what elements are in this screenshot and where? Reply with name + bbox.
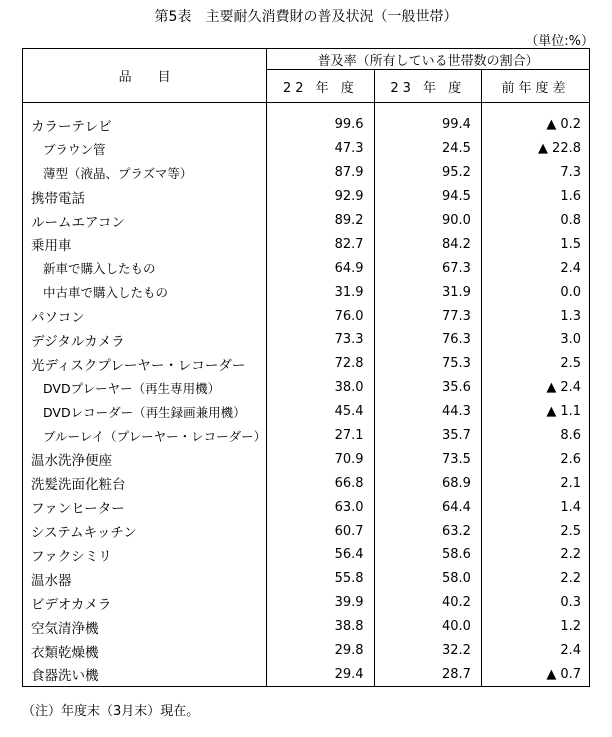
value-fy23: 64.4: [374, 495, 481, 519]
value-fy22: 60.7: [267, 519, 374, 543]
value-fy23: 67.3: [374, 256, 481, 280]
value-fy23: 77.3: [374, 304, 481, 328]
value-diff: [481, 376, 589, 400]
value-fy22: 70.9: [267, 447, 374, 471]
item-name: システムキッチン: [23, 519, 267, 543]
diff-value: 1.6: [560, 189, 581, 205]
diff-value: 0.2: [560, 117, 581, 133]
diff-value: 2.2: [560, 547, 581, 563]
value-fy23: 32.2: [374, 639, 481, 663]
diff-value: 2.5: [560, 523, 581, 539]
decrease-triangle-icon: ▲: [538, 141, 549, 157]
value-diff: [481, 543, 589, 567]
diff-value: 0.3: [560, 595, 581, 611]
item-name: 空気清浄機: [23, 615, 267, 639]
header-year-23: 23 年 度: [374, 70, 481, 103]
value-fy22: 38.8: [267, 615, 374, 639]
table-row: [23, 328, 590, 352]
footnote: （注）年度末（3月末）現在。: [22, 704, 200, 719]
spacer-cell: [23, 103, 267, 114]
diff-value: 0.7: [560, 666, 581, 682]
spacer-row: [23, 103, 590, 114]
decrease-triangle-icon: ▲: [546, 666, 557, 682]
value-diff: [481, 471, 589, 495]
diff-value: 2.4: [560, 260, 581, 276]
table-row: [23, 543, 590, 567]
diffusion-table: [22, 48, 590, 687]
header-rate: 普及率（所有している世帯数の割合）: [267, 49, 590, 70]
item-name: カラーテレビ: [23, 113, 267, 137]
value-fy23: 73.5: [374, 447, 481, 471]
value-fy22: 29.4: [267, 662, 374, 686]
diff-value: 3.0: [560, 332, 581, 348]
item-name: ブルーレイ（プレーヤー・レコーダー）: [23, 424, 267, 448]
diff-value: 1.5: [560, 236, 581, 252]
value-fy22: 64.9: [267, 256, 374, 280]
value-fy22: 45.4: [267, 400, 374, 424]
table-row: [23, 280, 590, 304]
value-diff: [481, 615, 589, 639]
diff-value: 2.6: [560, 451, 581, 467]
table-row: [23, 424, 590, 448]
item-name: 温水洗浄便座: [23, 447, 267, 471]
value-fy23: 99.4: [374, 113, 481, 137]
item-name: 新車で購入したもの: [23, 256, 267, 280]
table-row: [23, 161, 590, 185]
value-fy22: 99.6: [267, 113, 374, 137]
value-diff: [481, 304, 589, 328]
table-row: [23, 567, 590, 591]
decrease-triangle-icon: ▲: [546, 117, 557, 133]
diff-value: 2.4: [560, 643, 581, 659]
value-fy23: 28.7: [374, 662, 481, 686]
value-fy22: 47.3: [267, 137, 374, 161]
table-row: [23, 639, 590, 663]
diff-value: 2.1: [560, 475, 581, 491]
value-fy23: 24.5: [374, 137, 481, 161]
header-diff: 前年度差: [481, 70, 589, 103]
value-diff: [481, 519, 589, 543]
unit-label: （単位:%）: [525, 34, 594, 49]
table-body: [23, 103, 590, 687]
value-fy22: 29.8: [267, 639, 374, 663]
item-name: ビデオカメラ: [23, 591, 267, 615]
item-name: DVDレコーダー（再生録画兼用機）: [23, 400, 267, 424]
item-name: 光ディスクプレーヤー・レコーダー: [23, 352, 267, 376]
item-name: ルームエアコン: [23, 209, 267, 233]
table-row: [23, 591, 590, 615]
value-fy22: 56.4: [267, 543, 374, 567]
value-fy22: 31.9: [267, 280, 374, 304]
item-name: ファンヒーター: [23, 495, 267, 519]
table-row: [23, 137, 590, 161]
diff-value: 1.2: [560, 619, 581, 635]
value-fy22: 39.9: [267, 591, 374, 615]
value-diff: [481, 352, 589, 376]
header-year-22: 22 年 度: [267, 70, 374, 103]
item-name: 衣類乾燥機: [23, 639, 267, 663]
item-name: デジタルカメラ: [23, 328, 267, 352]
value-diff: [481, 567, 589, 591]
table-row: [23, 113, 590, 137]
value-diff: [481, 209, 589, 233]
table-row: [23, 232, 590, 256]
value-diff: [481, 161, 589, 185]
value-diff: [481, 495, 589, 519]
value-fy22: 82.7: [267, 232, 374, 256]
item-name: 洗髪洗面化粧台: [23, 471, 267, 495]
diff-value: 1.1: [560, 404, 581, 420]
diff-value: 8.6: [560, 428, 581, 444]
item-name: 中古車で購入したもの: [23, 280, 267, 304]
table-row: [23, 304, 590, 328]
table-row: [23, 376, 590, 400]
decrease-triangle-icon: ▲: [546, 380, 557, 396]
table-row: [23, 519, 590, 543]
table-row: [23, 471, 590, 495]
header-item: 品 目: [23, 49, 267, 103]
item-name: 携帯電話: [23, 185, 267, 209]
table-row: [23, 256, 590, 280]
value-fy23: 95.2: [374, 161, 481, 185]
value-fy22: 73.3: [267, 328, 374, 352]
value-fy23: 90.0: [374, 209, 481, 233]
value-fy23: 75.3: [374, 352, 481, 376]
value-diff: [481, 280, 589, 304]
diff-value: 2.2: [560, 571, 581, 587]
value-diff: [481, 591, 589, 615]
value-fy22: 27.1: [267, 424, 374, 448]
table-row: [23, 352, 590, 376]
value-fy23: 40.0: [374, 615, 481, 639]
value-diff: [481, 424, 589, 448]
item-name: 乗用車: [23, 232, 267, 256]
value-fy22: 63.0: [267, 495, 374, 519]
item-name: 食器洗い機: [23, 662, 267, 686]
diff-value: 2.4: [560, 380, 581, 396]
value-fy23: 68.9: [374, 471, 481, 495]
table-row: [23, 495, 590, 519]
table-title: 第5表 主要耐久消費財の普及状況（一般世帯）: [154, 9, 458, 25]
table-row: [23, 185, 590, 209]
value-diff: [481, 185, 589, 209]
value-fy22: 72.8: [267, 352, 374, 376]
spacer-cell: [481, 103, 589, 114]
item-name: 温水器: [23, 567, 267, 591]
value-fy23: 94.5: [374, 185, 481, 209]
value-fy23: 63.2: [374, 519, 481, 543]
value-fy23: 44.3: [374, 400, 481, 424]
item-name: 薄型（液晶、プラズマ等）: [23, 161, 267, 185]
value-diff: [481, 447, 589, 471]
diff-value: 0.0: [560, 284, 581, 300]
table-row: [23, 209, 590, 233]
diff-value: 7.3: [560, 165, 581, 181]
value-fy23: 58.0: [374, 567, 481, 591]
value-fy22: 55.8: [267, 567, 374, 591]
table-row: [23, 662, 590, 686]
value-fy23: 58.6: [374, 543, 481, 567]
value-fy23: 31.9: [374, 280, 481, 304]
value-diff: [481, 137, 589, 161]
table-row: [23, 447, 590, 471]
value-diff: [481, 232, 589, 256]
diff-value: 0.8: [560, 213, 581, 228]
spacer-cell: [267, 103, 374, 114]
value-fy23: 84.2: [374, 232, 481, 256]
diff-value: 2.5: [560, 356, 581, 372]
value-fy23: 35.6: [374, 376, 481, 400]
decrease-triangle-icon: ▲: [546, 404, 557, 420]
spacer-cell: [374, 103, 481, 114]
value-fy22: 87.9: [267, 161, 374, 185]
value-diff: [481, 662, 589, 686]
item-name: DVDプレーヤー（再生専用機）: [23, 376, 267, 400]
value-diff: [481, 639, 589, 663]
value-fy23: 76.3: [374, 328, 481, 352]
value-fy22: 89.2: [267, 209, 374, 233]
value-fy23: 35.7: [374, 424, 481, 448]
value-fy23: 40.2: [374, 591, 481, 615]
diff-value: 1.4: [560, 499, 581, 515]
value-fy22: 66.8: [267, 471, 374, 495]
table-row: [23, 400, 590, 424]
diff-value: 1.3: [560, 308, 581, 324]
table-row: [23, 615, 590, 639]
value-diff: [481, 113, 589, 137]
item-name: ファクシミリ: [23, 543, 267, 567]
value-fy22: 76.0: [267, 304, 374, 328]
value-fy22: 38.0: [267, 376, 374, 400]
item-name: ブラウン管: [23, 137, 267, 161]
item-name: パソコン: [23, 304, 267, 328]
value-diff: [481, 328, 589, 352]
diff-value: 22.8: [552, 141, 581, 157]
value-diff: [481, 256, 589, 280]
value-fy22: 92.9: [267, 185, 374, 209]
value-diff: [481, 400, 589, 424]
